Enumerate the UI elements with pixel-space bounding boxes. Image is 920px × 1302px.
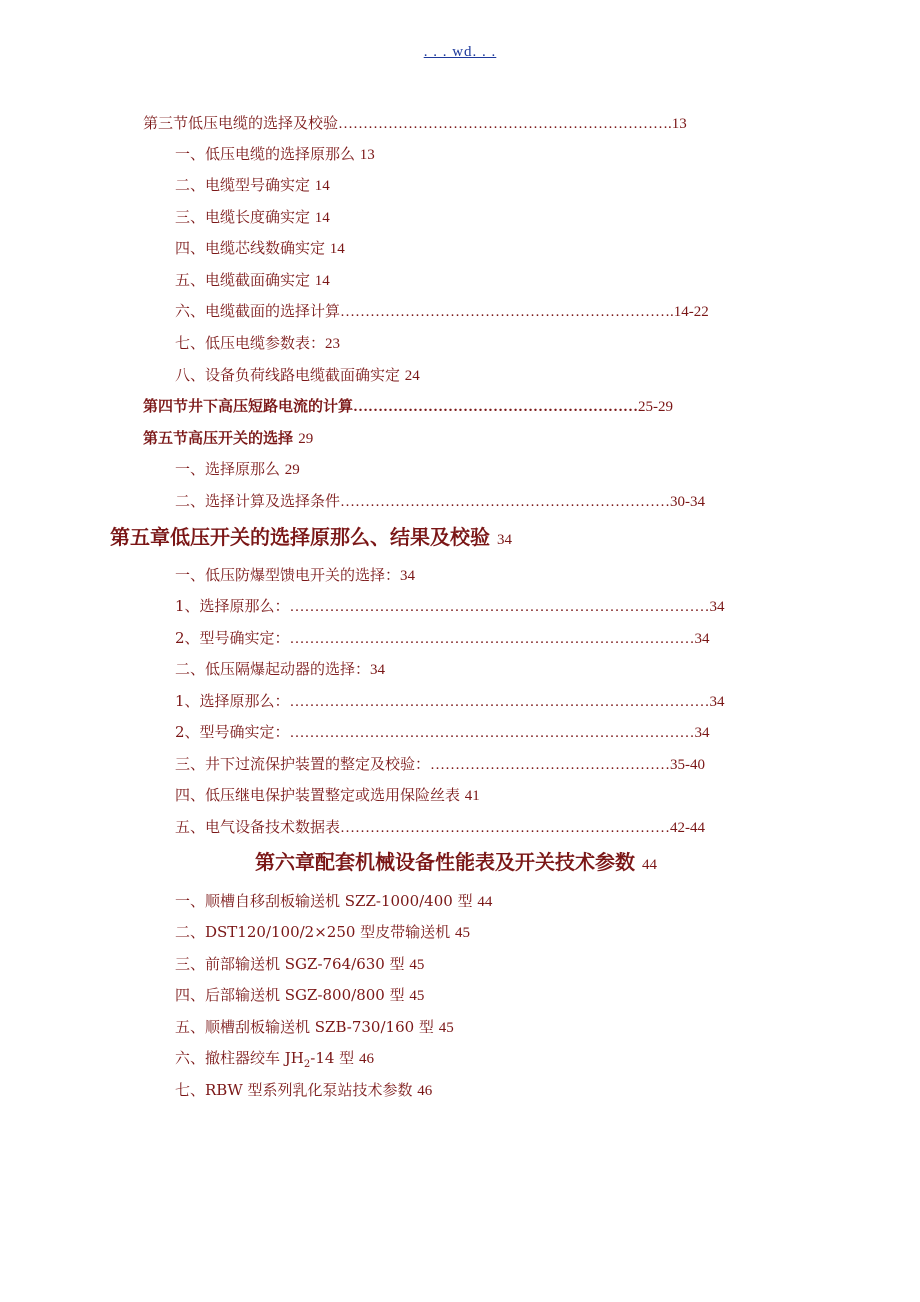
toc-page: 29	[298, 431, 314, 447]
toc-page: 14	[329, 241, 345, 257]
toc-page: 34	[694, 725, 710, 741]
toc-leader: …………………………………………	[430, 757, 671, 773]
toc-page: .13	[668, 116, 687, 132]
toc-title: 二、DST120/100/2×250 型皮带输送机	[175, 923, 455, 941]
toc-entry[interactable]	[175, 628, 710, 649]
toc-title: 五、电气设备技术数据表	[175, 818, 341, 836]
toc-page: 29	[284, 462, 300, 478]
toc-entry[interactable]	[175, 691, 725, 712]
toc-entry[interactable]	[175, 1048, 374, 1069]
toc-title: 第四节井下高压短路电流的计算	[143, 397, 354, 415]
toc-page: .14-22	[670, 304, 709, 320]
toc-page: 42-44	[670, 820, 706, 836]
toc-title: 四、电缆芯线数确实定	[175, 239, 330, 257]
toc-leader: …………………………………………………………	[340, 304, 671, 320]
toc-entry[interactable]	[175, 207, 330, 228]
toc-page: 34	[709, 599, 725, 615]
toc-page: 14	[314, 178, 330, 194]
toc-page: 34	[694, 631, 710, 647]
toc-leader: …………………………………………………………………………	[289, 694, 710, 710]
toc-entry[interactable]	[175, 365, 420, 386]
toc-title: 2、型号确实定：	[175, 629, 290, 647]
toc-page: 34	[400, 568, 416, 584]
toc-title: 一、顺槽自移刮板输送机 SZZ-1000/400 型	[175, 892, 478, 910]
toc-entry[interactable]	[175, 954, 424, 975]
toc-title: 六、撤柱器绞车 JH	[175, 1049, 304, 1067]
toc-title: 一、低压电缆的选择原那么	[175, 145, 360, 163]
toc-leader: …………………………………………………………	[340, 820, 671, 836]
toc-title: 六、电缆截面的选择计算	[175, 302, 341, 320]
toc-entry[interactable]	[175, 891, 492, 912]
toc-title: 三、井下过流保护装置的整定及校验：	[175, 755, 431, 773]
toc-entry-section-4[interactable]	[143, 396, 673, 417]
toc-entry[interactable]	[175, 144, 375, 165]
toc-title: 五、顺槽刮板输送机 SZB-730/160 型	[175, 1018, 439, 1036]
toc-title: 1、选择原那么：	[175, 597, 290, 615]
toc-page: 23	[325, 336, 341, 352]
toc-page: 30-34	[670, 494, 706, 510]
toc-title-cont: -14 型	[310, 1049, 359, 1067]
page-header: . . . wd. . .	[423, 44, 497, 60]
toc-page: 41	[464, 788, 480, 804]
toc-entry[interactable]	[175, 817, 705, 838]
toc-title: 四、低压继电保护装置整定或选用保险丝表	[175, 786, 465, 804]
toc-page: 25-29	[638, 399, 674, 415]
toc-entry[interactable]	[175, 922, 470, 943]
toc-entry[interactable]	[175, 985, 424, 1006]
toc-title: 第三节低压电缆的选择及校验	[143, 114, 339, 132]
toc-entry[interactable]	[175, 722, 710, 743]
toc-page: 44	[477, 894, 493, 910]
toc-leader: …………………………………………………………	[338, 116, 669, 132]
toc-entry-chapter-6[interactable]	[255, 848, 657, 879]
toc-title: 1、选择原那么：	[175, 692, 290, 710]
toc-page: 45	[409, 988, 425, 1004]
toc-page: 13	[359, 147, 375, 163]
toc-title: 三、电缆长度确实定	[175, 208, 315, 226]
toc-title: 七、低压电缆参数表：	[175, 334, 326, 352]
toc-entry[interactable]	[175, 238, 345, 259]
toc-title: 五、电缆截面确实定	[175, 271, 315, 289]
toc-entry[interactable]	[175, 785, 480, 806]
toc-title: 二、电缆型号确实定	[175, 176, 315, 194]
toc-leader: …………………………………………………………………………	[289, 599, 710, 615]
toc-page: 14	[314, 210, 330, 226]
toc-leader: …………………………………………………	[353, 399, 639, 415]
toc-leader: ………………………………………………………………………	[289, 725, 695, 741]
toc-page: 34	[496, 532, 512, 548]
toc-title: 三、前部输送机 SGZ-764/630 型	[175, 955, 410, 973]
toc-page: 45	[438, 1020, 454, 1036]
toc-entry[interactable]	[175, 333, 340, 354]
toc-entry[interactable]	[175, 596, 725, 617]
toc-entry-section-5[interactable]	[143, 428, 313, 449]
toc-entry[interactable]	[175, 175, 330, 196]
toc-entry[interactable]	[175, 459, 300, 480]
toc-title: 第五章低压开关的选择原那么、结果及校验	[110, 525, 497, 549]
toc-page: 34	[709, 694, 725, 710]
toc-leader: ………………………………………………………………………	[289, 631, 695, 647]
toc-entry[interactable]	[175, 1080, 432, 1101]
toc-page: 14	[314, 273, 330, 289]
toc-entry[interactable]	[175, 270, 330, 291]
toc-page: 34	[370, 662, 386, 678]
toc-title: 二、选择计算及选择条件	[175, 492, 341, 510]
toc-entry-chapter-5[interactable]	[110, 523, 512, 554]
toc-entry[interactable]	[175, 301, 709, 322]
subscript: 2	[303, 1059, 311, 1070]
toc-page: 46	[358, 1051, 374, 1067]
toc-title: 四、后部输送机 SGZ-800/800 型	[175, 986, 410, 1004]
toc-title: 一、选择原那么	[175, 460, 285, 478]
toc-page: 44	[641, 857, 657, 873]
toc-entry[interactable]	[175, 754, 705, 775]
toc-title: 第六章配套机械设备性能表及开关技术参数	[255, 850, 642, 874]
toc-page: 45	[409, 957, 425, 973]
toc-title: 二、低压隔爆起动器的选择：	[175, 660, 371, 678]
toc-title: 第五节高压开关的选择	[143, 429, 299, 447]
toc-entry[interactable]	[175, 659, 385, 680]
toc-page: 24	[404, 368, 420, 384]
toc-title: 七、RBW 型系列乳化泵站技术参数	[175, 1081, 418, 1099]
toc-leader: …………………………………………………………	[340, 494, 671, 510]
toc-title: 2、型号确实定：	[175, 723, 290, 741]
toc-title: 一、低压防爆型馈电开关的选择：	[175, 566, 401, 584]
toc-entry[interactable]	[175, 565, 415, 586]
toc-entry-section-3[interactable]	[143, 113, 687, 134]
toc-page: 35-40	[670, 757, 706, 773]
toc-page: 45	[454, 925, 470, 941]
toc-page: 46	[417, 1083, 433, 1099]
toc-title: 八、设备负荷线路电缆截面确实定	[175, 366, 405, 384]
toc-entry[interactable]	[175, 1017, 454, 1038]
toc-entry[interactable]	[175, 491, 705, 512]
